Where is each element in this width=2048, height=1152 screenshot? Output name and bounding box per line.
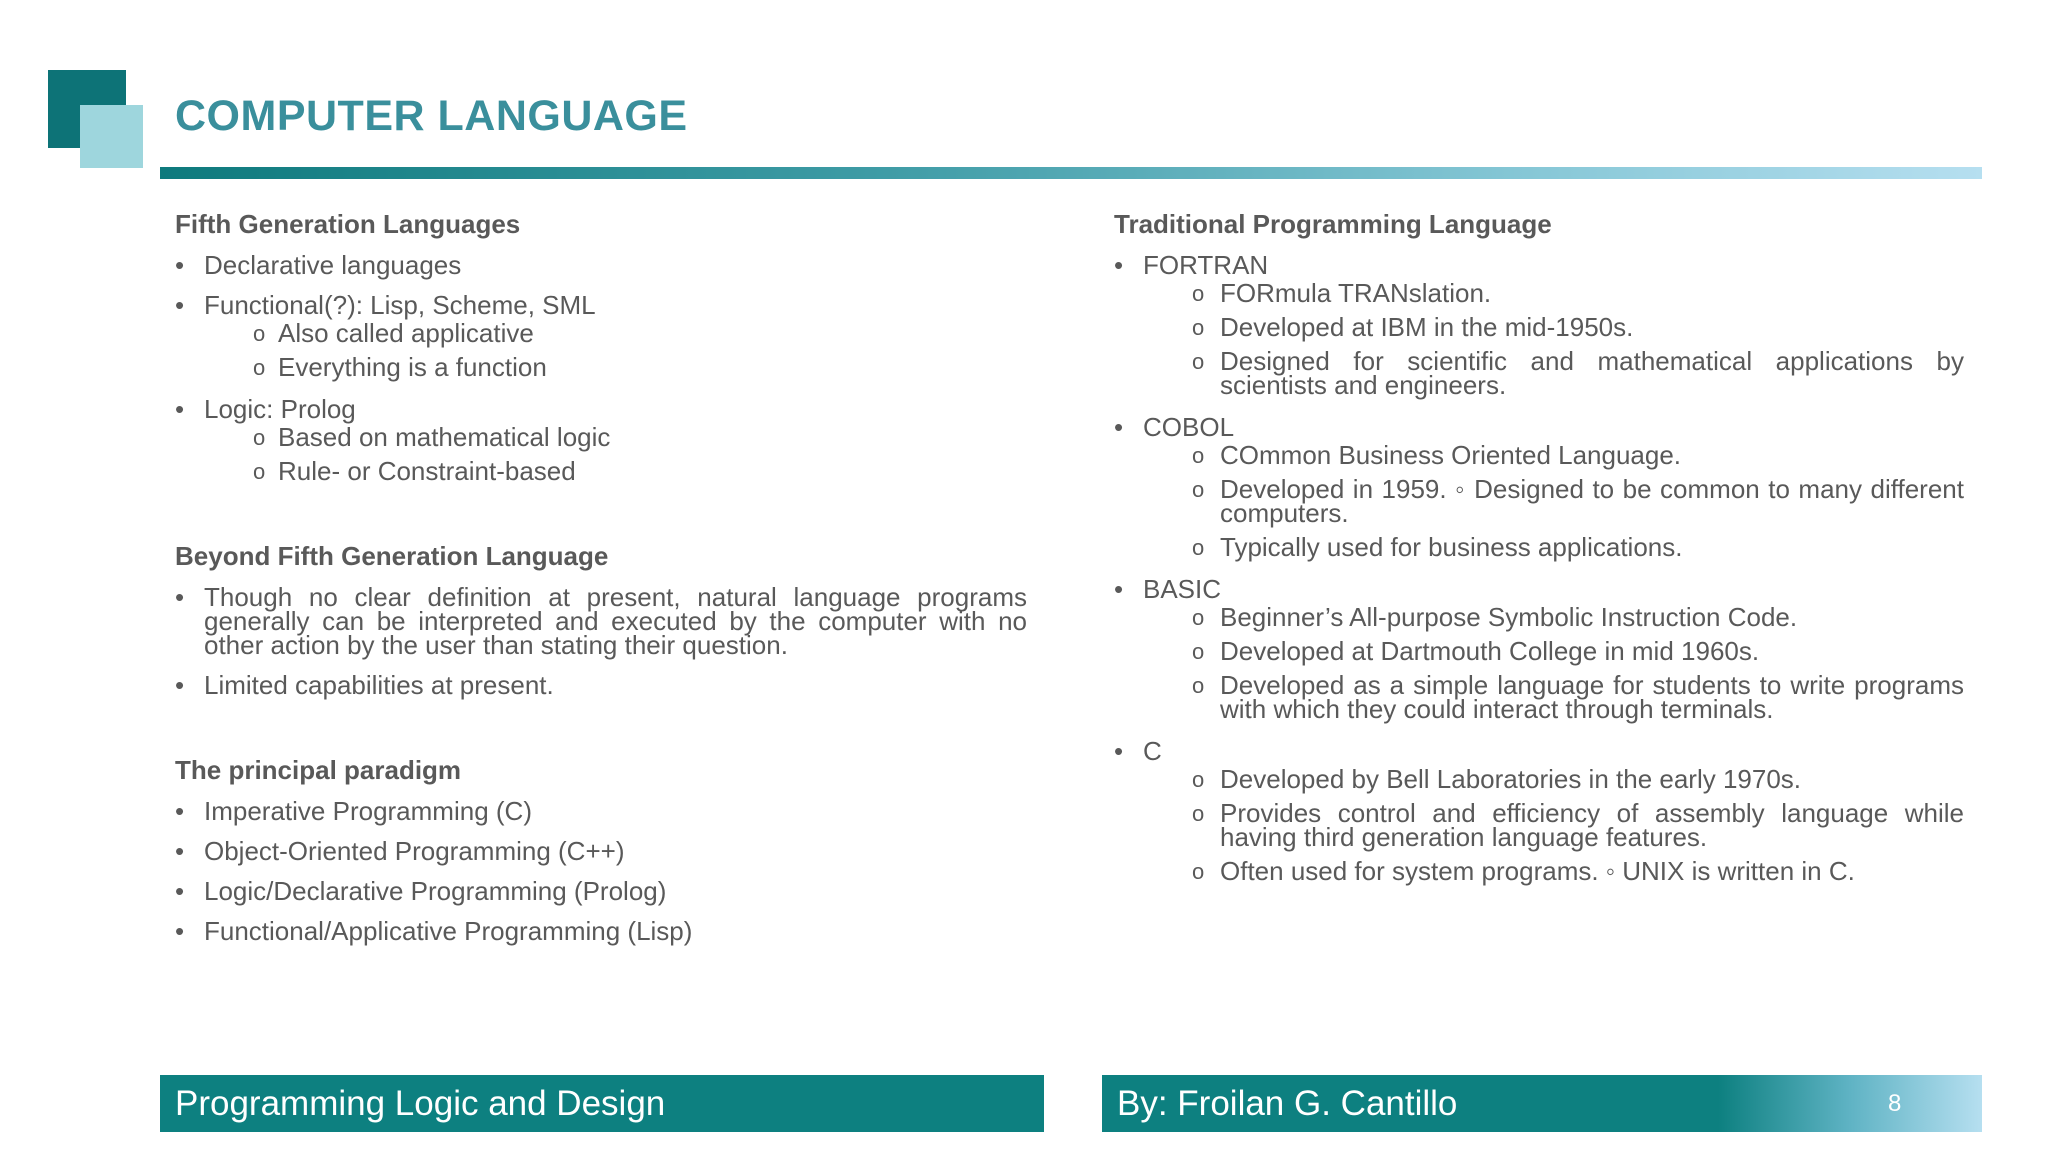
sub-list-item (175, 422, 1027, 452)
sub-list-item (1114, 798, 1964, 852)
bullet-icon: • (175, 836, 185, 866)
circle-bullet-icon: o (253, 321, 266, 346)
circle-bullet-icon: o (1192, 535, 1205, 560)
list-item (175, 876, 1027, 906)
sub-list-item-text: Based on mathematical logic (278, 422, 611, 452)
sub-list-item (175, 456, 1027, 486)
footer-course-title: Programming Logic and Design (160, 1075, 1044, 1132)
sub-list-item-text: Rule- or Constraint-based (278, 456, 576, 486)
bullet-icon: • (1114, 250, 1124, 280)
sub-list-item (175, 352, 1027, 382)
circle-bullet-icon: o (253, 459, 266, 484)
sub-list-item (1114, 440, 1964, 470)
circle-bullet-icon: o (1192, 349, 1205, 374)
list-item (175, 916, 1027, 946)
sub-list-item (1114, 532, 1964, 562)
sub-list-item (1114, 856, 1964, 886)
sub-list-item-text: Provides control and efficiency of assembly language while having third generation language features. (1220, 798, 1964, 852)
sub-list-item-text: Developed in 1959. ◦ Designed to be common to many different computers. (1220, 474, 1964, 528)
bullet-icon: • (175, 250, 185, 280)
circle-bullet-icon: o (1192, 281, 1205, 306)
bullet-icon: • (1114, 574, 1124, 604)
sub-list-item-text: Often used for system programs. ◦ UNIX is written in C. (1220, 856, 1855, 886)
circle-bullet-icon: o (1192, 605, 1205, 630)
bullet-icon: • (175, 876, 185, 906)
list-item (1114, 574, 1964, 604)
circle-bullet-icon: o (1192, 801, 1205, 826)
bullet-icon: • (175, 290, 185, 320)
list-item-text: Imperative Programming (C) (204, 796, 532, 826)
list-item-text: Declarative languages (204, 250, 462, 280)
sub-list-item (1114, 636, 1964, 666)
circle-bullet-icon: o (1192, 315, 1205, 340)
title-divider (160, 167, 1982, 179)
section-heading: The principal paradigm (175, 755, 462, 785)
sub-list-item-text: Developed at Dartmouth College in mid 1960s. (1220, 636, 1760, 666)
sub-list-item-text: Everything is a function (278, 352, 547, 382)
sub-list-item-text: Developed at IBM in the mid-1950s. (1220, 312, 1634, 342)
circle-bullet-icon: o (1192, 767, 1205, 792)
bullet-icon: • (175, 916, 185, 946)
bullet-icon: • (1114, 736, 1124, 766)
sub-list-item (1114, 670, 1964, 724)
list-item-text: Functional/Applicative Programming (Lisp) (204, 916, 693, 946)
sub-list-item (1114, 278, 1964, 308)
circle-bullet-icon: o (1192, 859, 1205, 884)
bullet-icon: • (175, 796, 185, 826)
list-item (1114, 736, 1964, 766)
circle-bullet-icon: o (253, 425, 266, 450)
list-item (175, 796, 1027, 826)
section-heading: Traditional Programming Language (1114, 209, 1552, 239)
list-item-text: Logic: Prolog (204, 394, 356, 424)
list-item-text: FORTRAN (1143, 250, 1269, 280)
sub-list-item-text: Developed by Bell Laboratories in the early 1970s. (1220, 764, 1802, 794)
circle-bullet-icon: o (1192, 639, 1205, 664)
bullet-icon: • (175, 394, 185, 424)
list-item (175, 670, 1027, 700)
list-item (1114, 412, 1964, 442)
left-column (175, 205, 1027, 959)
sub-list-item-text: Designed for scientific and mathematical applications by scientists and engineers. (1220, 346, 1964, 400)
sub-list-item-text: Typically used for business applications. (1220, 532, 1683, 562)
list-item-text: BASIC (1143, 574, 1222, 604)
slide-title: COMPUTER LANGUAGE (175, 92, 688, 140)
section-heading: Beyond Fifth Generation Language (175, 541, 609, 571)
sub-list-item (1114, 764, 1964, 794)
bullet-icon: • (1114, 412, 1124, 442)
sub-list-item (175, 318, 1027, 348)
list-item (1114, 250, 1964, 280)
list-item-text: Though no clear definition at present, natural language programs generally can be interpreted and executed by the computer with no other action by the user than stating their question. (204, 582, 1027, 660)
list-item-text: Logic/Declarative Programming (Prolog) (204, 876, 667, 906)
sub-list-item (1114, 312, 1964, 342)
sub-list-item-text: Beginner’s All-purpose Symbolic Instruction Code. (1220, 602, 1798, 632)
sub-list-item (1114, 346, 1964, 400)
list-item (175, 394, 1027, 424)
sub-list-item (1114, 474, 1964, 528)
page-number: 8 (1888, 1090, 1902, 1117)
list-item-text: C (1143, 736, 1162, 766)
sub-list-item (1114, 602, 1964, 632)
list-item (175, 836, 1027, 866)
footer-author: By: Froilan G. Cantillo (1102, 1075, 1982, 1132)
circle-bullet-icon: o (253, 355, 266, 380)
list-item (175, 290, 1027, 320)
circle-bullet-icon: o (1192, 673, 1205, 698)
sub-list-item-text: Also called applicative (278, 318, 534, 348)
list-item-text: Object-Oriented Programming (C++) (204, 836, 625, 866)
logo-square-light (80, 105, 143, 168)
section-heading: Fifth Generation Languages (175, 209, 521, 239)
circle-bullet-icon: o (1192, 477, 1205, 502)
sub-list-item-text: COmmon Business Oriented Language. (1220, 440, 1682, 470)
right-column (1114, 205, 1964, 893)
list-item-text: COBOL (1143, 412, 1235, 442)
bullet-icon: • (175, 670, 185, 700)
list-item-text: Limited capabilities at present. (204, 670, 554, 700)
list-item (175, 582, 1027, 660)
circle-bullet-icon: o (1192, 443, 1205, 468)
list-item-text: Functional(?): Lisp, Scheme, SML (204, 290, 596, 320)
sub-list-item-text: FORmula TRANslation. (1220, 278, 1492, 308)
list-item (175, 250, 1027, 280)
bullet-icon: • (175, 582, 185, 612)
sub-list-item-text: Developed as a simple language for students to write programs with which they could interact through terminals. (1220, 670, 1964, 724)
